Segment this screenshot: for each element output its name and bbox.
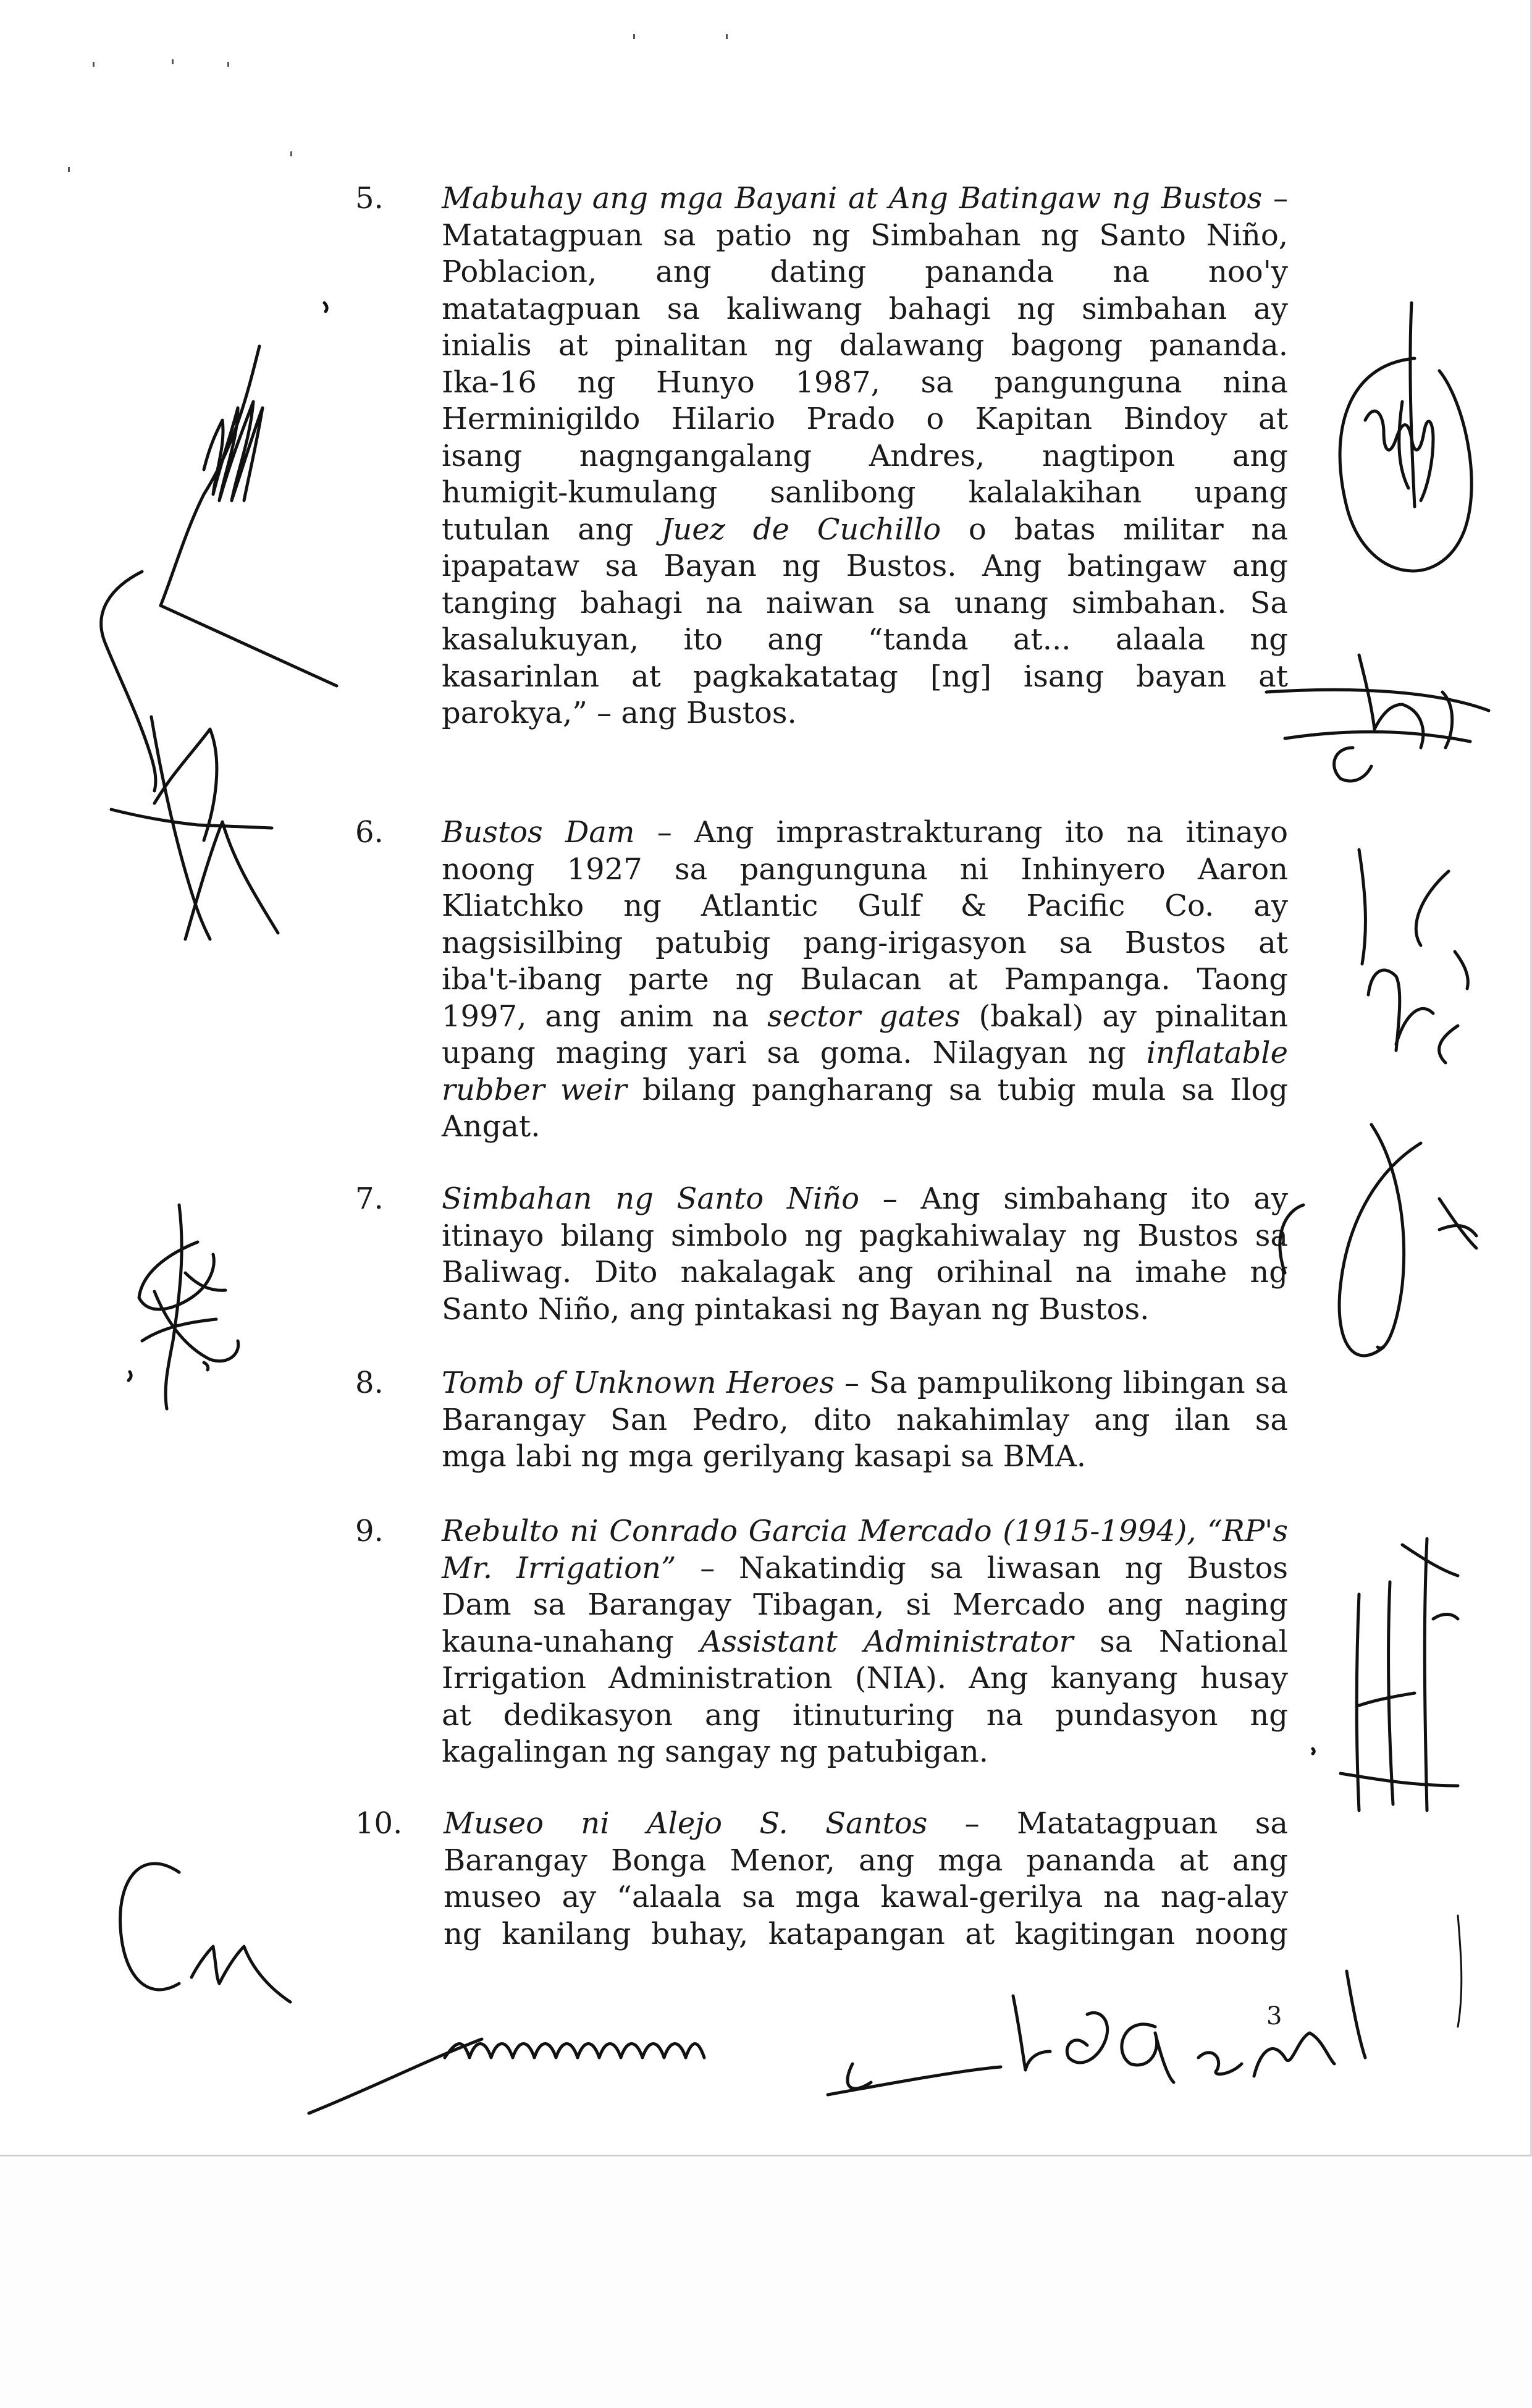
signature-left-3 (128, 1205, 238, 1409)
signature-stroke (1458, 1916, 1462, 2027)
scan-margin (0, 2158, 1532, 2408)
list-item-5: 5. Mabuhay ang mga Bayani at Ang Batingaw ng Bustos – Matatagpuan sa patio ng Simbahan ng Santo Niño, Poblacion, ang dating pananda na noo'y matatagpuan sa kaliwang bahagi ng simbahan ay inialis at pinalitan ng dalawang bagong pananda. Ika-16 ng Hunyo 1987, sa pangunguna nina Herminigildo Hilario Prado o Kapitan Bindoy at isang nagngangalang Andres, nagtipon ang humigit-kumulang sanlibong kalalakihan upang tutulan ang Juez de Cuchillo o batas militar na ipapataw sa Bayan ng Bustos. Ang batingaw ang tanging bahagi na naiwan sa unang simbahan. Sa kasalukuyan, ito ang “tanda at... alaala ng kasarinlan at pagkakatatag [ng] isang bayan at parokya,” – ang Bustos. (355, 180, 1288, 732)
item-body: itinayo bilang simbolo ng pagkahiwalay ng Bustos sa Baliwag. Dito nakalagak ang orihinal na imahe ng Santo Niño, ang pintakasi ng Bayan ng Bustos. (442, 1218, 1288, 1327)
item-title: Mabuhay ang mga Bayani at Ang Batingaw ng Bustos (442, 181, 1263, 216)
scan-speck (633, 34, 635, 39)
scan-speck (93, 62, 95, 67)
list-item-9 (355, 1513, 1288, 1771)
item-title: Museo ni Alejo S. Santos (444, 1806, 928, 1841)
scan-speck (227, 62, 229, 67)
signature-right-3 (1359, 850, 1468, 1063)
item-number: 9. (355, 1514, 384, 1548)
item-body: Barangay San Pedro, dito nakahimlay ang ilan sa mga labi ng mga gerilyang kasapi sa BMA. (442, 1402, 1288, 1474)
signature-left-4 (120, 1864, 290, 2002)
item-body: Barangay Bonga Menor, ang mga pananda at ang museo ay “alaala sa mga kawal-gerilya na nag-alay ng kanilang buhay, katapangan at kagitingan noong (444, 1843, 1288, 1951)
item-body: noong 1927 sa pangunguna ni Inhinyero Aaron Kliatchko ng Atlantic Gulf & Pacific Co. ay nagsisilbing patubig pang-irigasyon sa Bustos at iba't-ibang parte ng Bulacan at Pampanga. Taong 1997, ang anim na sector gates (bakal) ay pinalitan upang maging yari sa goma. Nilagyan ng inflatable rubber weir bilang pangharang sa tubig mula sa Ilog Angat. (442, 851, 1289, 1144)
signature-right-4 (1280, 1125, 1476, 1356)
scan-speck (290, 151, 292, 156)
item-title: Simbahan ng Santo Niño (442, 1181, 859, 1216)
item-number: 8. (355, 1366, 384, 1400)
item-number: 10. (355, 1806, 403, 1841)
list-item-7: 7. Simbahan ng Santo Niño – Ang simbahang ito ay itinayo bilang simbolo ng pagkahiwalay ng Bustos sa Baliwag. Dito nakalagak ang orihinal na imahe ng Santo Niño, ang pintakasi ng Bayan ng Bustos. (355, 1181, 1288, 1328)
page-number: 3 (1266, 2002, 1282, 2030)
signature-left-1 (161, 303, 337, 686)
list-item-6: 6. Bustos Dam – Ang imprastrakturang ito na itinayo noong 1927 sa pangunguna ni Inhinyero Aaron Kliatchko ng Atlantic Gulf & Pacific Co. ay nagsisilbing patubig pang-irigasyon sa Bustos at iba't-ibang parte ng Bulacan at Pampanga. Taong 1997, ang anim na sector gates (bakal) ay pinalitan upang maging yari sa goma. Nilagyan ng inflatable rubber weir bilang pangharang sa tubig mula sa Ilog Angat. (355, 814, 1288, 1146)
signature-right-5 (1313, 1539, 1458, 1810)
item-title: Bustos Dam (442, 815, 635, 850)
item-number: 7. (355, 1181, 384, 1216)
signature-left-2 (101, 572, 278, 939)
item-title: Tomb of Unknown Heroes (442, 1366, 835, 1400)
list-item-10: 10. Museo ni Alejo S. Santos – Matatagpuan sa Barangay Bonga Menor, ang mga pananda at ang museo ay “alaala sa mga kawal-gerilya na nag-alay ng kanilang buhay, katapangan at kagitingan noong (355, 1806, 1288, 1953)
signature-bottom (309, 1971, 1365, 2113)
scan-speck (726, 34, 728, 39)
item-title: Rebulto ni Conrado Garcia Mercado (1915-1994), “RP's (442, 1514, 1288, 1548)
list-item-8: 8. Tomb of Unknown Heroes – Sa pampulikong libingan sa Barangay San Pedro, dito nakahimlay ang ilan sa mga labi ng mga gerilyang kasapi sa BMA. (355, 1365, 1288, 1476)
signature-right-2 (1266, 655, 1489, 781)
scan-speck (172, 59, 174, 64)
item-number: 6. (355, 815, 384, 850)
signature-right-1 (1340, 303, 1471, 571)
item-body: Matatagpuan sa patio ng Simbahan ng Santo Niño, Poblacion, ang dating pananda na noo'y matatagpuan sa kaliwang bahagi ng simbahan ay inialis at pinalitan ng dalawang bagong pananda. Ika-16 ng Hunyo 1987, sa pangunguna nina Herminigildo Hilario Prado o Kapitan Bindoy at isang nagngangalang Andres, nagtipon ang humigit-kumulang sanlibong kalalakihan upang tutulan ang Juez de Cuchillo o batas militar na ipapataw sa Bayan ng Bustos. Ang batingaw ang tanging bahagi na naiwan sa unang simbahan. Sa kasalukuyan, ito ang “tanda at... alaala ng kasarinlan at pagkakatatag [ng] isang bayan at parokya,” – ang Bustos. (442, 218, 1288, 730)
scan-speck (68, 167, 70, 172)
item-number: 5. (355, 181, 384, 216)
item-body: Mr. Irrigation” – Nakatindig sa liwasan ng Bustos Dam sa Barangay Tibagan, si Mercado ang naging kauna-unahang Assistant Administrator sa National Irrigation Administration (NIA). Ang kanyang husay at dedikasyon ang itinuturing na pundasyon ng kagalingan ng sangay ng patubigan. (442, 1550, 1289, 1769)
